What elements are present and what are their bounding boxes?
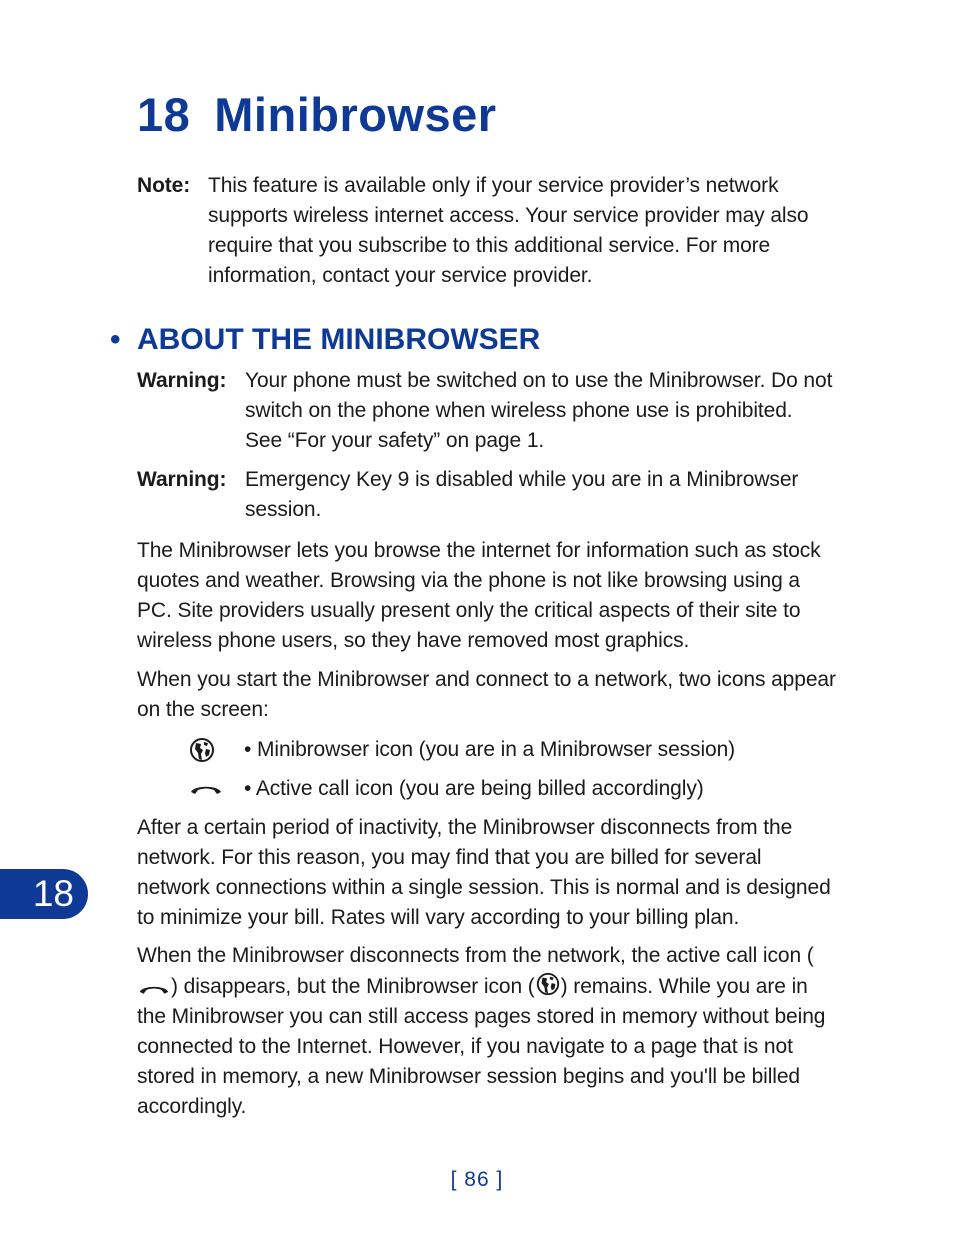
- icons-intro-paragraph: When you start the Minibrowser and connect to a network, two icons appear on the screen:: [137, 668, 836, 721]
- warning-label: Warning:: [137, 468, 227, 491]
- active-call-icon: [137, 981, 171, 997]
- icon-list-item: [188, 735, 735, 765]
- inactivity-paragraph: After a certain period of inactivity, the Minibrowser disconnects from the network. For this reason, you may find that you are billed for several network connections within a single session. This is normal and is designed to minimize your bill. Rates will vary according to your billing plan.: [137, 816, 831, 929]
- warning-text: Your phone must be switched on to use the Minibrowser. Do not switch on the phone when wireless phone use is prohibited. See “For your safety” on page 1.: [245, 369, 833, 452]
- warning-block: [137, 366, 837, 456]
- note-text: This feature is available only if your service provider’s network supports wireless internet access. Your service provider may also require that you subscribe to this additional service. For more information, contact your service provider.: [208, 174, 809, 287]
- icon-list-text: • Minibrowser icon (you are in a Minibrowser session): [244, 738, 736, 761]
- disconnect-text-3: ) remains. While you are in the Minibrowser you can still access pages stored in memory without being connected to the Internet. However, if you navigate to a page that is not stored in memory, a new Minibrowser session begins and you'll be billed accordingly.: [137, 975, 826, 1118]
- warning-block: [137, 465, 837, 525]
- note-block: [137, 171, 837, 291]
- note-label: Note:: [137, 174, 191, 197]
- disconnect-text-1: When the Minibrowser disconnects from the network, the active call icon (: [137, 944, 814, 967]
- page-title: [137, 84, 497, 146]
- section-heading: [110, 320, 540, 360]
- intro-paragraph: The Minibrowser lets you browse the internet for information such as stock quotes and weather. Browsing via the phone is not like browsing using a PC. Site providers usually present only the critical aspects of their site to wireless phone users, so they have removed most graphics.: [137, 539, 821, 652]
- chapter-number: 18: [137, 88, 191, 141]
- active-call-icon: [188, 781, 224, 797]
- warning-text: Emergency Key 9 is disabled while you are in a Minibrowser session.: [245, 468, 799, 521]
- warning-label: Warning:: [137, 369, 227, 392]
- page-number: [ 86 ]: [450, 1168, 504, 1191]
- disconnect-text-2: ) disappears, but the Minibrowser icon (: [171, 975, 535, 998]
- section-bullet: •: [110, 323, 121, 356]
- globe-icon: [188, 736, 216, 764]
- icon-list-item: [188, 774, 704, 804]
- icon-list-text: • Active call icon (you are being billed accordingly): [244, 777, 704, 800]
- globe-icon: [535, 971, 561, 997]
- section-heading-text: ABOUT THE MINIBROWSER: [137, 323, 541, 356]
- chapter-tab: 18: [0, 869, 88, 919]
- icon-cell: [188, 781, 244, 797]
- chapter-title: Minibrowser: [214, 88, 497, 141]
- disconnect-paragraph: [137, 941, 837, 1122]
- icon-cell: [188, 736, 244, 764]
